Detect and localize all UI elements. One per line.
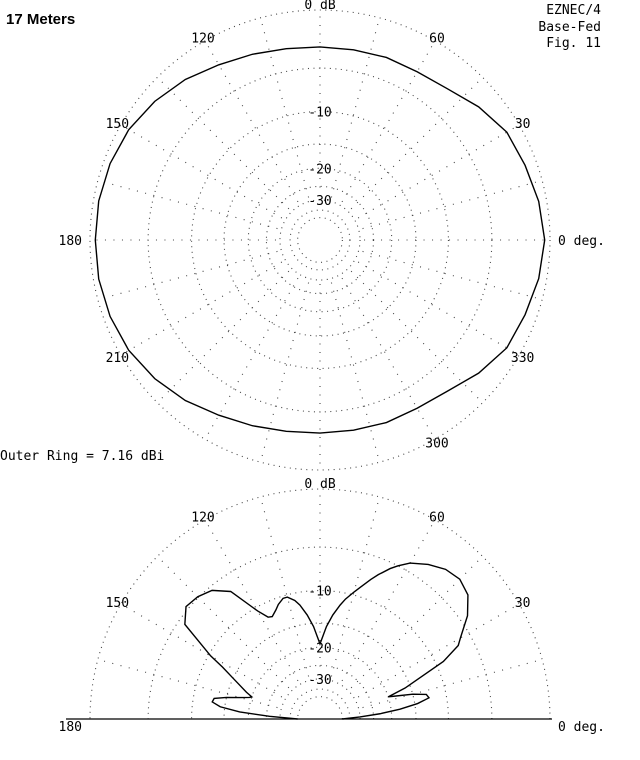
azimuth-grid-spoke: [260, 18, 308, 198]
azimuth-grid-ring: [248, 168, 391, 311]
azimuth-grid-ring: [90, 10, 550, 470]
elevation-grid-spoke: [351, 556, 482, 687]
azimuth-polar-plot: [59, 0, 605, 470]
elevation-grid-spoke: [205, 520, 298, 681]
elevation-grid-spoke: [98, 659, 278, 707]
elevation-grid-spoke: [342, 520, 435, 681]
azimuth-grid-spoke: [98, 251, 278, 299]
azimuth-grid-ring: [192, 112, 449, 369]
azimuth-angle-label: 180: [58, 234, 82, 249]
elevation-grid-ring: [290, 689, 350, 719]
azimuth-grid-spoke: [342, 278, 435, 439]
azimuth-angle-label: 210: [105, 351, 130, 366]
azimuth-ring-label: -30: [308, 193, 332, 209]
elevation-angle-label: 120: [191, 510, 215, 526]
elevation-ring-label: -30: [308, 672, 332, 688]
azimuth-grid-ring: [290, 210, 350, 270]
azimuth-angle-label: 330: [510, 351, 535, 366]
elevation-angle-label: 0 deg.: [558, 720, 605, 735]
elevation-angle-label: 0 dB: [304, 477, 336, 492]
elevation-grid-ring: [224, 623, 416, 719]
elevation-grid-spoke: [358, 604, 519, 697]
azimuth-grid-spoke: [98, 180, 278, 228]
azimuth-grid-ring: [298, 218, 343, 263]
elevation-angle-label: 150: [105, 596, 130, 611]
elevation-grid-ring: [298, 697, 343, 719]
azimuth-grid-spoke: [121, 125, 282, 218]
elevation-angle-label: 30: [514, 596, 531, 611]
elevation-polar-plot: [59, 477, 605, 735]
azimuth-angle-label: 120: [191, 31, 215, 47]
elevation-angle-label: 180: [58, 720, 82, 735]
azimuth-grid-spoke: [363, 180, 543, 228]
figure-label: Fig. 11: [546, 36, 601, 51]
azimuth-angle-label: 150: [105, 117, 130, 132]
elevation-grid-spoke: [260, 497, 308, 677]
outer-ring-note: Outer Ring = 7.16 dBi: [0, 449, 165, 464]
elevation-ring-label: -10: [308, 584, 332, 600]
program-label: EZNEC/4: [546, 3, 601, 18]
azimuth-ring-label: -20: [308, 162, 332, 178]
azimuth-angle-label: 300: [425, 436, 449, 452]
elevation-grid-spoke: [363, 659, 543, 707]
azimuth-grid-spoke: [157, 271, 288, 402]
azimuth-grid-spoke: [260, 283, 308, 463]
config-label: Base-Fed: [538, 20, 601, 35]
azimuth-grid-spoke: [358, 125, 519, 218]
azimuth-grid-ring: [280, 200, 360, 280]
azimuth-grid-spoke: [363, 251, 543, 299]
azimuth-ring-label: -10: [308, 105, 332, 121]
azimuth-angle-label: 0 deg.: [558, 234, 605, 249]
azimuth-angle-label: 30: [514, 117, 531, 132]
azimuth-angle-label: 60: [429, 31, 445, 47]
azimuth-angle-label: 0 dB: [304, 0, 336, 13]
elevation-angle-label: 60: [429, 510, 445, 526]
elevation-ring-label: -20: [308, 641, 332, 657]
azimuth-grid-spoke: [358, 262, 519, 355]
azimuth-grid-spoke: [331, 18, 379, 198]
band-title: 17 Meters: [6, 11, 76, 28]
